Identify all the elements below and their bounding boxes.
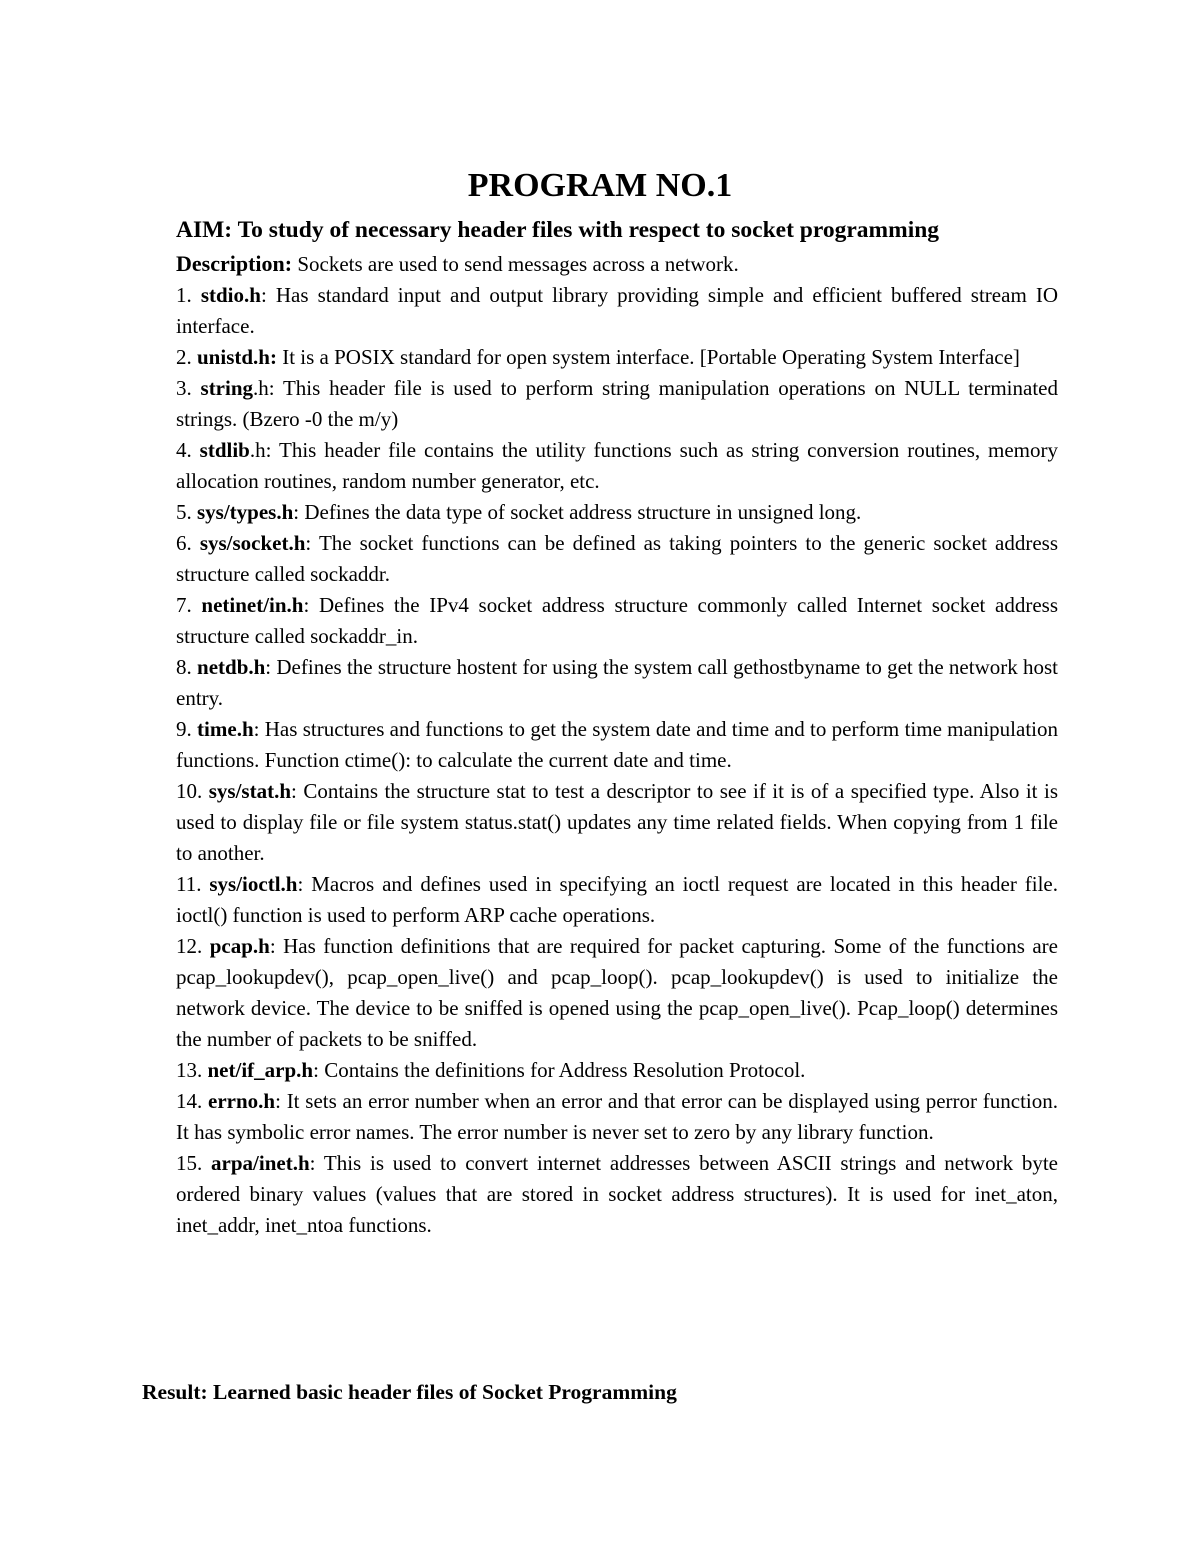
list-item	[176, 280, 1058, 342]
item-description: Has standard input and output library providing simple and efficient buffered stream IO interface.	[176, 283, 1058, 338]
item-separator: :	[303, 593, 319, 617]
header-file-list	[176, 280, 1058, 1241]
item-separator: :	[293, 500, 305, 524]
list-item	[176, 342, 1058, 373]
item-description: Macros and defines used in specifying an ioctl request are located in this header file. ioctl() function is used to perform ARP cache operations.	[176, 872, 1058, 927]
header-file-name: sys/socket.h	[199, 531, 306, 555]
header-file-name: sys/stat.h	[208, 779, 292, 803]
item-separator: :	[269, 934, 284, 958]
header-file-name: stdlib	[199, 438, 250, 462]
item-separator: :	[260, 283, 276, 307]
item-number: 11.	[176, 872, 210, 896]
header-file-name: arpa/inet.h	[211, 1151, 310, 1175]
item-separator: :	[297, 872, 312, 896]
item-number: 2.	[176, 345, 197, 369]
aim-statement: AIM: To study of necessary header files with respect to socket programming	[176, 217, 940, 243]
list-item	[176, 776, 1058, 869]
list-item	[176, 528, 1058, 590]
item-number: 4.	[176, 438, 200, 462]
item-description: Contains the definitions for Address Resolution Protocol.	[324, 1058, 806, 1082]
item-description: It sets an error number when an error and that error can be displayed using perror function. It has symbolic error names. The error number is never set to zero by any library function.	[176, 1089, 1059, 1144]
item-separator: .h:	[253, 376, 283, 400]
item-description: Defines the IPv4 socket address structure commonly called Internet socket address structure called sockaddr_in.	[176, 593, 1058, 648]
item-description: Has structures and functions to get the system date and time and to perform time manipulation functions. Function ctime(): to calculate the current date and time.	[176, 717, 1058, 772]
item-number: 3.	[176, 376, 201, 400]
item-number: 7.	[176, 593, 202, 617]
list-item	[176, 869, 1058, 931]
header-file-name: netdb.h	[197, 655, 266, 679]
item-number: 12.	[176, 934, 210, 958]
item-number: 6.	[176, 531, 200, 555]
description	[176, 248, 1058, 280]
item-description: Contains the structure stat to test a descriptor to see if it is of a specified type. Also it is used to display file or file system status.stat() updates any time related fields. When copying from 1 file to another.	[176, 779, 1058, 865]
list-item	[176, 497, 1058, 528]
item-number: 9.	[176, 717, 198, 741]
item-separator: :	[275, 1089, 287, 1113]
item-separator: .h:	[249, 438, 279, 462]
header-file-name: stdio.h	[200, 283, 261, 307]
header-file-name: net/if_arp.h	[207, 1058, 314, 1082]
item-description: This header file contains the utility functions such as string conversion routines, memory allocation routines, random number generator, etc.	[176, 438, 1059, 493]
list-item	[176, 1148, 1058, 1241]
item-number: 1.	[176, 283, 201, 307]
header-file-name: time.h	[197, 717, 254, 741]
list-item	[176, 652, 1058, 714]
list-item	[176, 435, 1058, 497]
item-description: Has function definitions that are required for packet capturing. Some of the functions are pcap_lookupdev(), pcap_open_live() and pcap_loop(). pcap_lookupdev() is used to initialize the network device. The device to be sniffed is opened using the pcap_open_live(). Pcap_loop() determines the number of packets to be sniffed.	[176, 934, 1058, 1051]
list-item	[176, 931, 1058, 1055]
item-number: 14.	[176, 1089, 209, 1113]
result-statement: Result: Learned basic header files of Socket Programming	[142, 1380, 677, 1404]
item-separator: :	[305, 531, 319, 555]
item-number: 5.	[176, 500, 197, 524]
item-description: The socket functions can be defined as taking pointers to the generic socket address structure called sockaddr.	[176, 531, 1059, 586]
item-number: 13.	[176, 1058, 208, 1082]
item-number: 15.	[176, 1151, 212, 1175]
header-file-name: unistd.h:	[197, 345, 277, 369]
header-file-name: pcap.h	[209, 934, 270, 958]
document-body	[176, 212, 1058, 1241]
item-number: 10.	[176, 779, 209, 803]
item-separator: :	[253, 717, 265, 741]
page-title: PROGRAM NO.1	[467, 167, 733, 204]
description-label: Description:	[176, 251, 293, 276]
header-file-name: netinet/in.h	[201, 593, 304, 617]
item-description: This is used to convert internet addresses between ASCII strings and network byte ordered binary values (values that are stored in socket address structures). It is used for inet_aton, inet_addr, inet_ntoa functions.	[176, 1151, 1059, 1237]
item-description: It is a POSIX standard for open system interface. [Portable Operating System Interface]	[282, 345, 1020, 369]
item-number: 8.	[176, 655, 198, 679]
item-description: This header file is used to perform string manipulation operations on NULL terminated strings. (Bzero -0 the m/y)	[176, 376, 1058, 431]
header-file-name: sys/types.h	[197, 500, 294, 524]
item-separator: :	[313, 1058, 325, 1082]
list-item	[176, 1086, 1058, 1148]
list-item	[176, 1055, 1058, 1086]
item-description: Defines the data type of socket address structure in unsigned long.	[304, 500, 862, 524]
item-separator: :	[291, 779, 304, 803]
header-file-name: errno.h	[208, 1089, 276, 1113]
list-item	[176, 714, 1058, 776]
item-separator: :	[309, 1151, 324, 1175]
item-separator: :	[265, 655, 277, 679]
header-file-name: string	[200, 376, 254, 400]
list-item	[176, 373, 1058, 435]
list-item	[176, 590, 1058, 652]
item-description: Defines the structure hostent for using the system call gethostbyname to get the network host entry.	[176, 655, 1058, 710]
header-file-name: sys/ioctl.h	[209, 872, 298, 896]
description-text: Sockets are used to send messages across a network.	[292, 252, 739, 276]
